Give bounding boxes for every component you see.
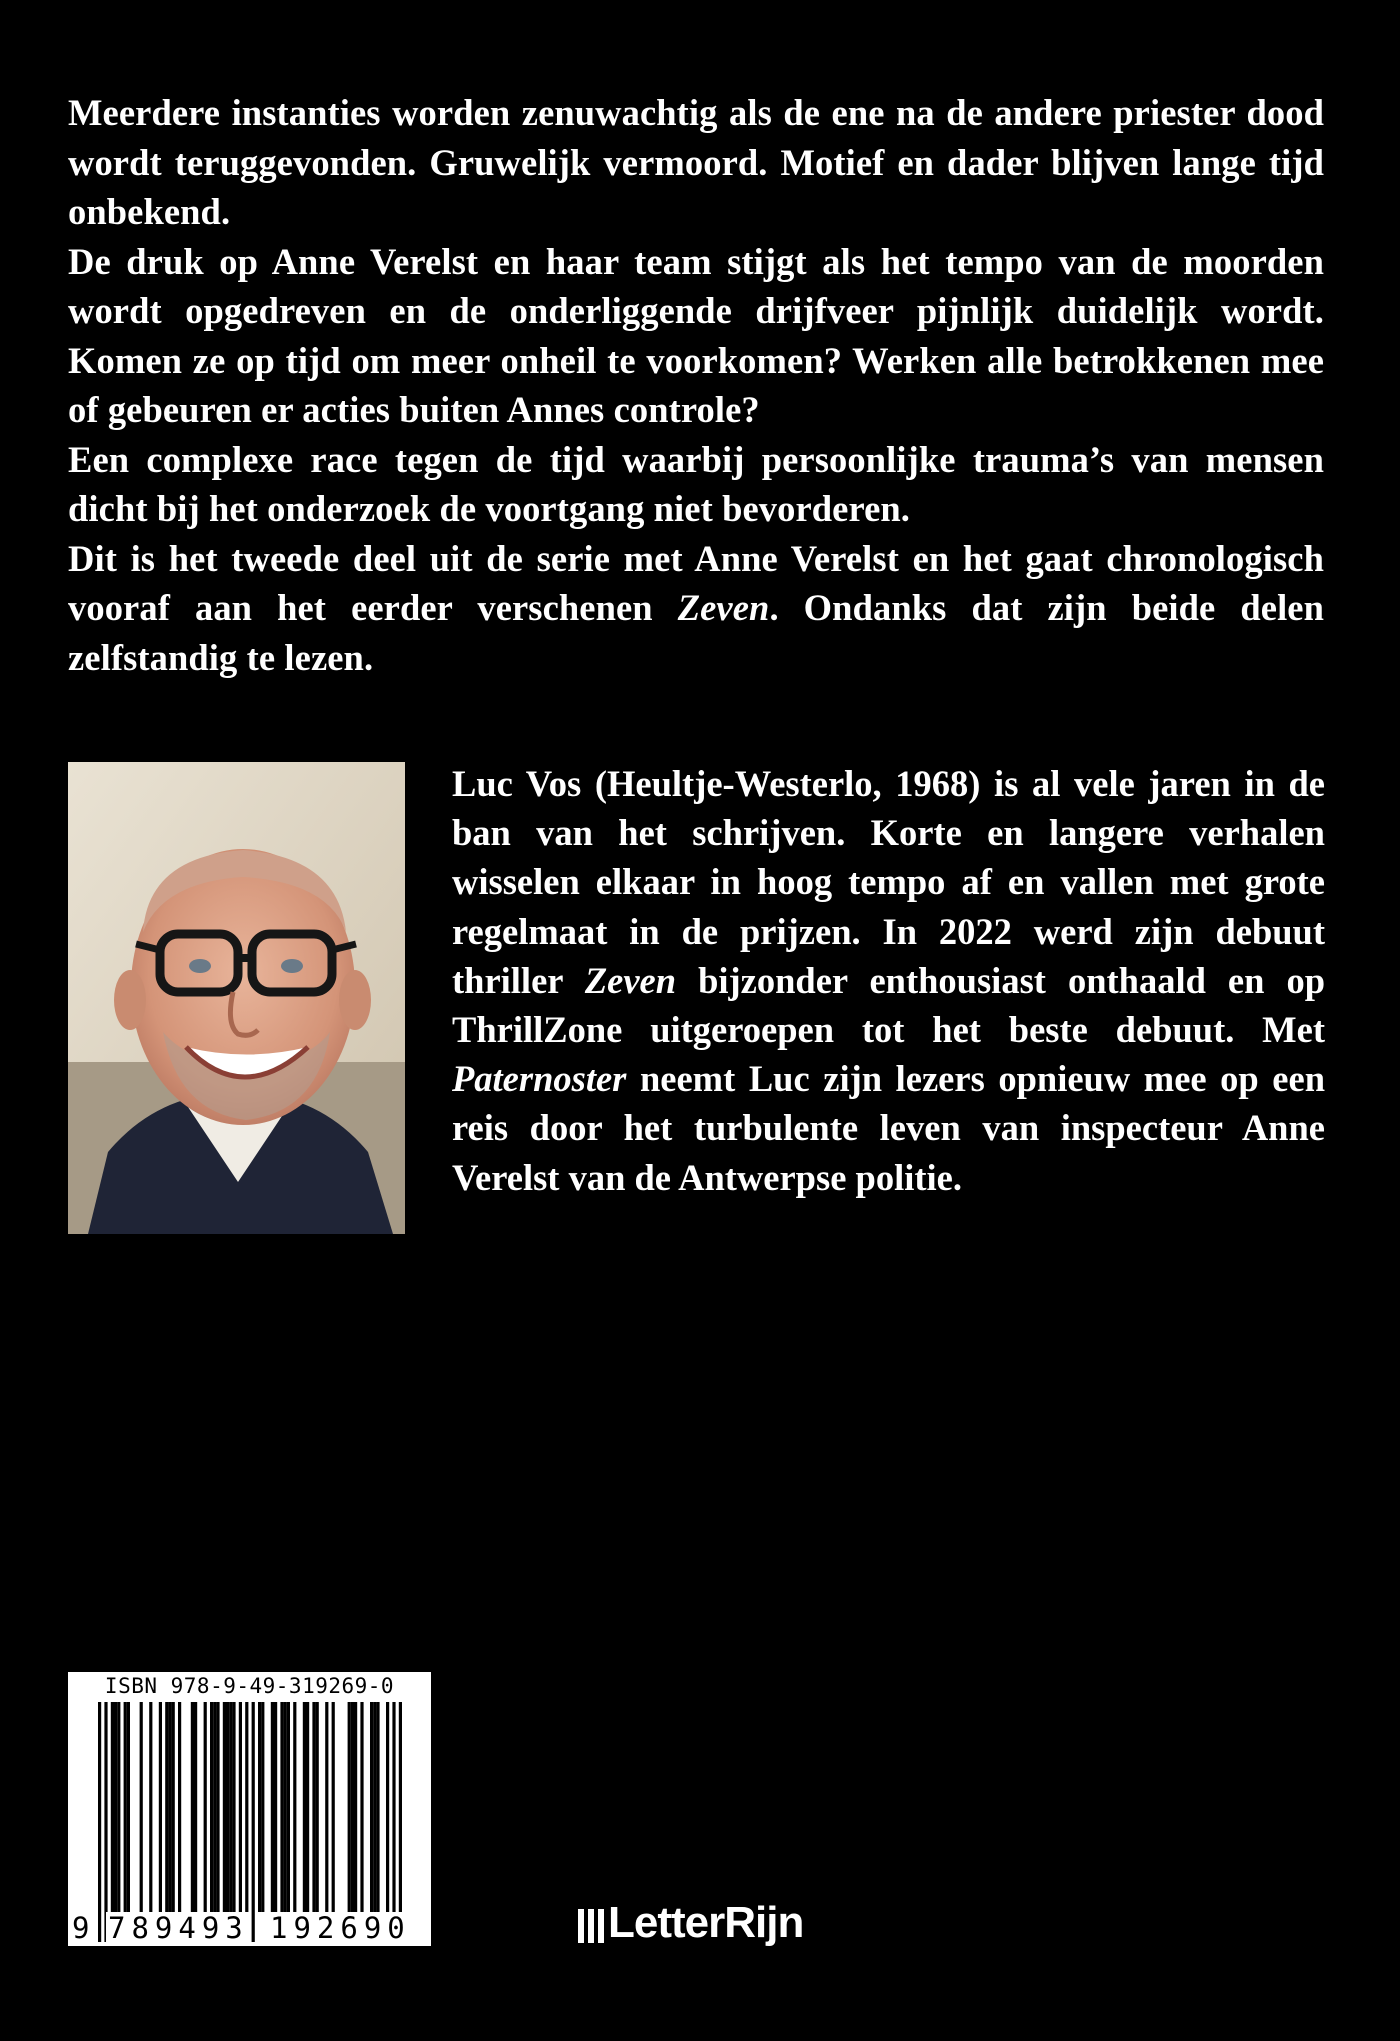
barcode-bar bbox=[325, 1702, 328, 1912]
barcode-bar bbox=[149, 1702, 152, 1912]
barcode-bar bbox=[386, 1702, 389, 1912]
barcode-bar bbox=[216, 1702, 219, 1912]
barcode-bar bbox=[252, 1702, 255, 1942]
book-title-paternoster: Paternoster bbox=[452, 1058, 627, 1100]
barcode-digits-right: 192690 bbox=[270, 1911, 411, 1945]
publisher-logo bbox=[578, 1895, 803, 1951]
barcode-bar bbox=[261, 1702, 264, 1912]
author-portrait-illustration bbox=[68, 762, 405, 1234]
barcode-bar bbox=[213, 1702, 216, 1912]
barcode-bar bbox=[293, 1702, 296, 1912]
barcode-bar bbox=[303, 1702, 306, 1912]
barcode-bar bbox=[159, 1702, 162, 1912]
barcode-bar bbox=[111, 1702, 114, 1912]
blurb-paragraph-3: Een complexe race tegen de tijd waarbij persoonlijke trauma’s van mensen dicht bij het onderzoek de voortgang niet bevorderen. bbox=[68, 438, 1324, 529]
barcode-bar bbox=[98, 1702, 101, 1942]
blurb-paragraph-4-end: . Ondanks dat zijn beide delen zelfstandig te lezen. bbox=[68, 587, 1325, 678]
barcode-bar bbox=[376, 1702, 379, 1912]
barcode-bar bbox=[165, 1702, 168, 1912]
barcode-bar bbox=[287, 1702, 290, 1912]
book-title-zeven-bio: Zeven bbox=[584, 959, 677, 1001]
blurb-paragraph-4-text: Dit is het tweede deel uit de serie met Anne Verelst en het gaat chronologisch vooraf aan het eerder verschenen bbox=[68, 537, 1324, 628]
barcode-bar bbox=[226, 1702, 229, 1912]
barcode-bar bbox=[351, 1702, 354, 1912]
barcode-bar bbox=[284, 1702, 287, 1912]
barcode-bar bbox=[239, 1702, 242, 1912]
barcode-bar bbox=[332, 1702, 335, 1912]
barcode-bar bbox=[274, 1702, 277, 1912]
book-title-zeven: Zeven bbox=[677, 587, 770, 628]
barcode-bar bbox=[104, 1702, 107, 1942]
barcode-bar bbox=[312, 1702, 315, 1912]
barcode-bar bbox=[117, 1702, 120, 1912]
barcode-bar bbox=[399, 1702, 402, 1942]
back-cover-blurb bbox=[68, 88, 1324, 682]
blurb-paragraph-2: De druk op Anne Verelst en haar team stijgt als het tempo van de moorden wordt opgedreven en de onderliggende drijfveer pijnlijk duidelijk wordt. Komen ze op tijd om meer onheil te voorkomen? Werken alle betrokkenen mee of gebeuren er acties buiten Annes controle? bbox=[68, 240, 1324, 430]
barcode-bar bbox=[191, 1702, 194, 1912]
barcode-bar bbox=[178, 1702, 181, 1912]
barcode-bar bbox=[348, 1702, 351, 1912]
barcode-bar bbox=[114, 1702, 117, 1912]
isbn-label: ISBN 978-9-49-319269-0 bbox=[104, 1674, 395, 1698]
barcode-bar bbox=[360, 1702, 363, 1912]
barcode-bar bbox=[194, 1702, 197, 1912]
barcode-bar bbox=[223, 1702, 226, 1912]
barcode-bar bbox=[354, 1702, 357, 1912]
barcode-bar bbox=[124, 1702, 127, 1912]
barcode-digit-first: 9 bbox=[72, 1911, 90, 1945]
barcode-bar bbox=[316, 1702, 319, 1912]
barcode-bar bbox=[373, 1702, 376, 1912]
author-bio-text-3: neemt Luc zijn lezers opnieuw mee op een reis door het turbulente leven van inspecteur Anne Verelst van de Antwerpse politie. bbox=[452, 1058, 1325, 1198]
barcode-digits-left: 789493 bbox=[108, 1911, 249, 1945]
barcode-bars bbox=[68, 1672, 431, 1946]
barcode-bar bbox=[127, 1702, 130, 1912]
publisher-name: LetterRijn bbox=[608, 1898, 804, 1947]
barcode-bar bbox=[172, 1702, 175, 1912]
barcode-bar bbox=[168, 1702, 171, 1912]
barcode-bar bbox=[271, 1702, 274, 1912]
isbn-barcode bbox=[68, 1672, 431, 1946]
barcode-bar bbox=[306, 1702, 309, 1912]
author-bio bbox=[452, 759, 1325, 1202]
barcode-bar bbox=[204, 1702, 207, 1912]
bars-logo-icon bbox=[578, 1903, 604, 1943]
blurb-paragraph-4 bbox=[68, 534, 1324, 683]
barcode-bar bbox=[232, 1702, 235, 1912]
barcode-bar bbox=[280, 1702, 283, 1912]
barcode-bar bbox=[245, 1702, 248, 1942]
blurb-paragraph-1: Meerdere instanties worden zenuwachtig als de ene na de andere priester dood wordt teruggevonden. Gruwelijk vermoord. Motief en dader blijven lange tijd onbekend. bbox=[68, 92, 1324, 232]
barcode-bar bbox=[140, 1702, 143, 1912]
author-photo bbox=[68, 762, 405, 1234]
author-bio-text-2: bijzonder enthousiast onthaald en op ThrillZone uitgeroepen tot het beste debuut. Met bbox=[452, 959, 1325, 1051]
barcode-bar bbox=[370, 1702, 373, 1912]
author-bio-text-1: Luc Vos (Heultje-Westerlo, 1968) is al vele jaren in de ban van het schrijven. Korte en langere verhalen wisselen elkaar in hoog tempo af en vallen met grote regelmaat in de prijzen. In 2022 werd zijn debuut thriller bbox=[452, 763, 1325, 1001]
barcode-bar bbox=[258, 1702, 261, 1912]
barcode-bar bbox=[229, 1702, 232, 1912]
barcode-bar bbox=[210, 1702, 213, 1912]
barcode-bar bbox=[392, 1702, 395, 1942]
